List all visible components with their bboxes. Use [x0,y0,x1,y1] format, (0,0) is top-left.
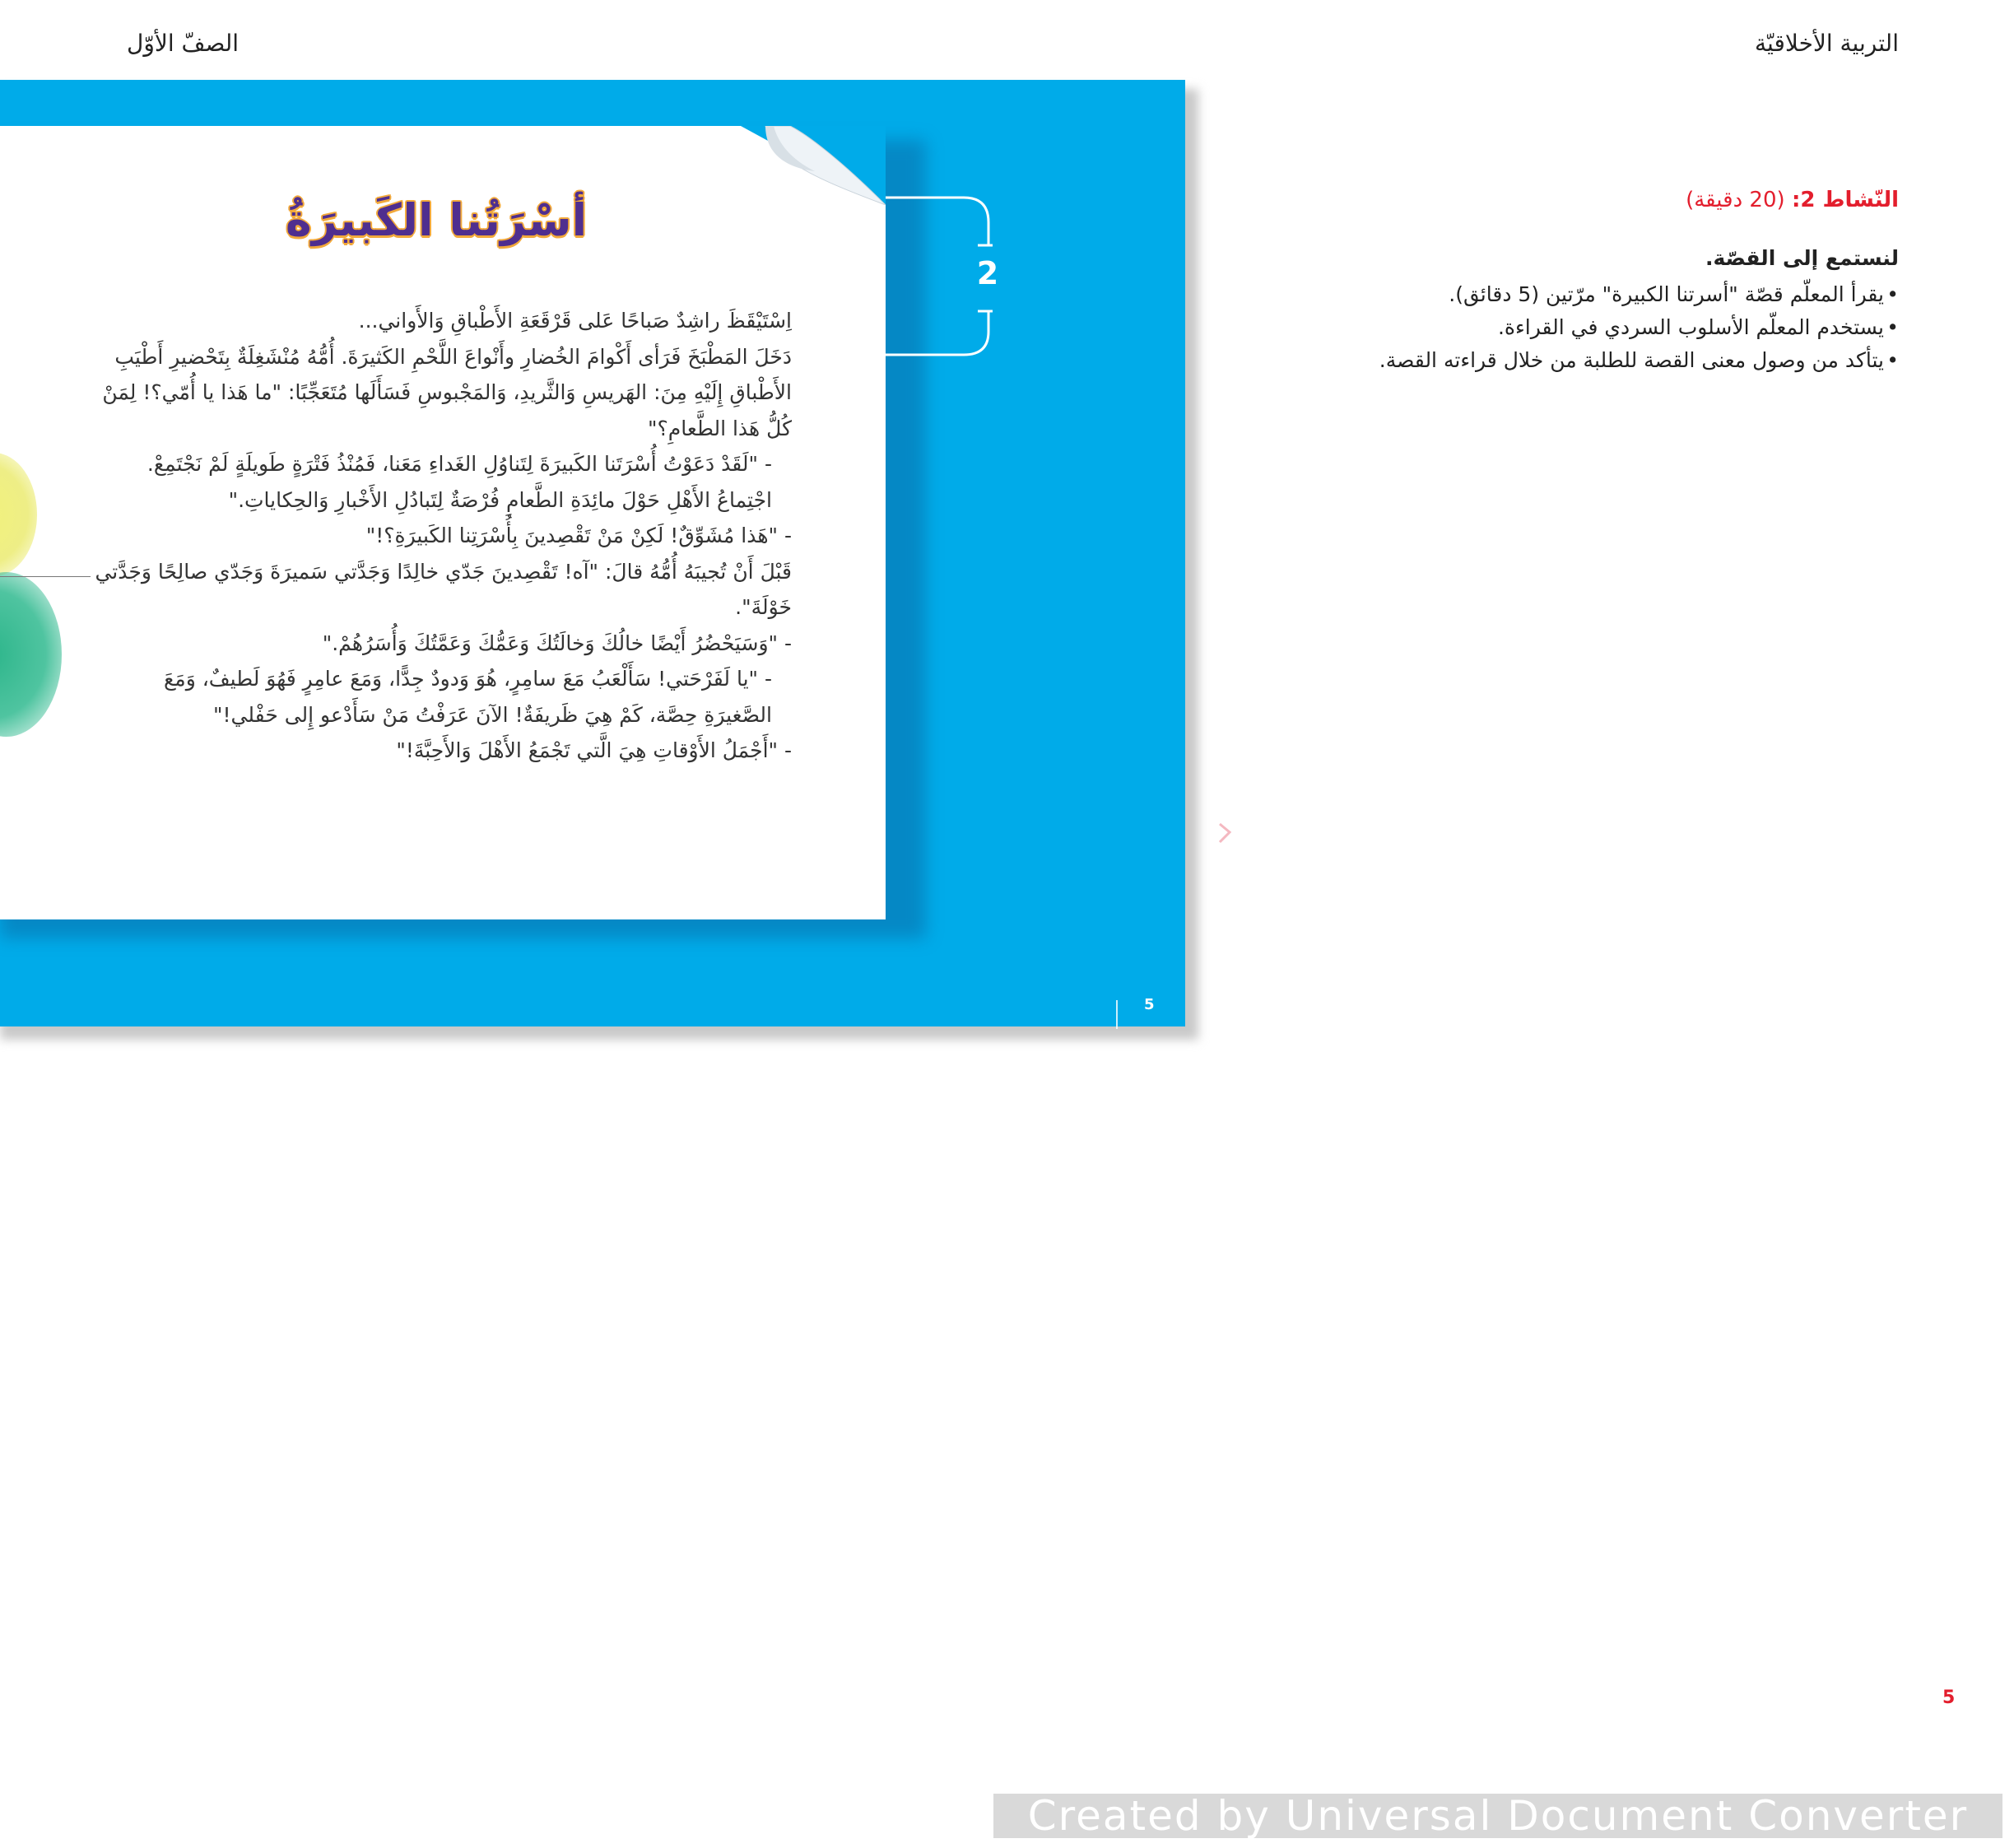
activity-label: النّشاط 2: [1791,188,1899,212]
watermark: Created by Universal Document Converter [993,1794,2002,1838]
subject-label: التربية الأخلاقيّة [1755,30,1899,57]
illustration-line [0,576,91,577]
story-paragraph: - "لَقَدْ دَعَوْتُ أُسْرَتَنا الكَبيرَةَ لِتَناوُلِ الغَداءِ مَعَنا، فَمُنْذُ فَتْرَةٍ طَويلَةٍ لَمْ نَجْتَمِعْ. اجْتِماعُ الأَهْلِ حَوْلَ مائِدَةِ الطَّعامِ فُرْصَةٌ لِتَبادُلِ الأَخْبارِ وَالحِكاياتِ." [147,452,772,512]
blue-page-divider [1116,1000,1118,1029]
story-paragraph: - "أَجْمَلُ الأَوْقاتِ هِيَ الَّتي تَجْمَعُ الأَهْلَ وَالأَحِبَّةَ!" [396,738,792,762]
story-paragraph: دَخَلَ المَطْبَخَ فَرَأى أَكْوامَ الخُضارِ وأَنْواعَ اللَّحْمِ الكَثيرَةَ. أُمُّهُ مُنْشَغِلَةٌ بِتَحْضيرِ أَطْيَبِ الأَطْباقِ إِلَيْهِ مِنَ: الهَريسِ وَالثَّريدِ، وَالمَجْبوسِ فَسَأَلَها مُتَعَجِّبًا: "ما هَذا يا أُمّي؟! لِمَنْ كُلُّ هَذا الطَّعامِ؟" [102,344,792,440]
activity-bullet: • يتأكد من وصول معنى القصة للطلبة من خلال قراءته القصة. [1240,344,1899,377]
story-title: أسْرَتُنا الكَبيرَةُ [285,194,588,246]
activity-heading [1686,188,1899,212]
pink-mark-icon [1216,821,1233,845]
book-page-number: 5 [1144,996,1155,1013]
page-number: 5 [1942,1687,1956,1708]
activity-bullet: • يقرأ المعلّم قصّة "أسرتنا الكبيرة" مرّتين (5 دقائق). [1240,278,1899,311]
grade-label: الصفّ الأوّل [127,30,240,57]
page-curl-icon [741,126,886,205]
story-paragraph: اِسْتَيْقَظَ راشِدٌ صَباحًا عَلى قَرْقَعَةِ الأَطْباقِ وَالأَواني... [358,309,792,333]
activity-bullet-list [1240,278,1899,377]
activity-intro: لنستمع إلى القصّة. [1705,246,1899,270]
story-text [92,303,792,769]
section-number: 2 [976,255,999,291]
story-paragraph: قَبْلَ أَنْ تُجيبَهُ أُمُّهُ قالَ: "آه! تَقْصِدينَ جَدّي خالِدًا وَجَدَّتي سَميرَةَ وَجَدّي صالِحًا وَجَدَّتي خَوْلَةَ". [95,559,792,619]
story-paragraph: - "هَذا مُشَوِّقٌ! لَكِنْ مَنْ تَقْصِدينَ بِأُسْرَتِنا الكَبيرَةِ؟!" [365,524,792,547]
activity-instructions [1240,242,1899,377]
story-paragraph: - "يا لَفَرْحَتي! سَأَلْعَبُ مَعَ سامِرٍ، هُوَ وَدودٌ جِدًّا، وَمَعَ عامِرٍ فَهُوَ لَطيفٌ، وَمَعَ الصَّغيرَةِ حِصَّة، كَمْ هِيَ ظَريفَةٌ! الآنَ عَرَفْتُ مَنْ سَأَدْعو إِلى حَفْلي!" [164,667,772,727]
activity-duration: (20 دقيقة) [1686,188,1785,212]
activity-bullet: • يستخدم المعلّم الأسلوب السردي في القراءة. [1240,311,1899,344]
story-paragraph: - "وَسَيَحْضُرُ أَيْضًا خالُكَ وَخالَتُكَ وَعَمُّكَ وَعَمَّتُكَ وَأُسَرُهُمْ." [322,631,792,655]
